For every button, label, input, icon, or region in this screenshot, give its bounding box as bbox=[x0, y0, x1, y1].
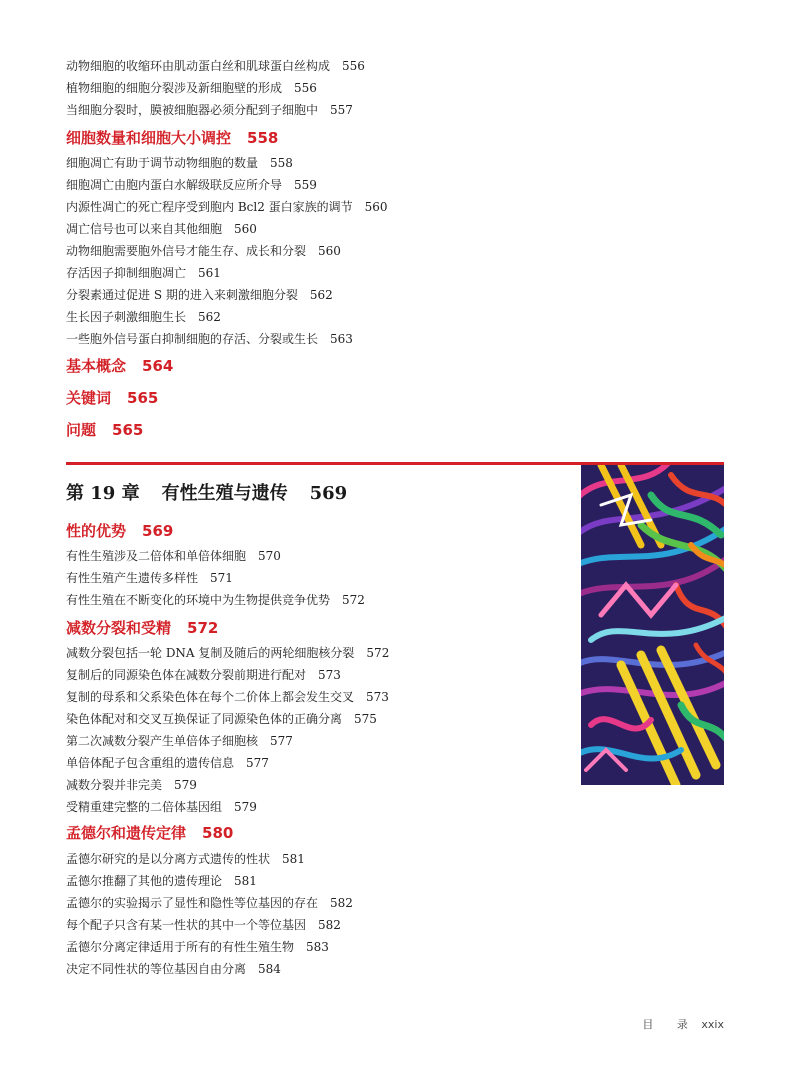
toc-entry[interactable]: 孟德尔分离定律适用于所有的有性生殖生物 583 bbox=[66, 940, 329, 954]
chapter-artwork bbox=[581, 465, 724, 785]
toc-entry[interactable]: 复制后的同源染色体在减数分裂前期进行配对 573 bbox=[66, 668, 341, 682]
section-heading-advantage[interactable]: 性的优势 569 bbox=[66, 522, 174, 540]
toc-entry[interactable]: 动物细胞的收缩环由肌动蛋白丝和肌球蛋白丝构成 556 bbox=[66, 59, 365, 73]
section-heading-key-terms[interactable]: 关键词 565 bbox=[66, 389, 159, 407]
toc-entry[interactable]: 第二次减数分裂产生单倍体子细胞核 577 bbox=[66, 734, 293, 748]
toc-entry[interactable]: 植物细胞的细胞分裂涉及新细胞壁的形成 556 bbox=[66, 81, 317, 95]
toc-entry[interactable]: 孟德尔推翻了其他的遗传理论 581 bbox=[66, 874, 257, 888]
toc-entry[interactable]: 内源性凋亡的死亡程序受到胞内 Bcl2 蛋白家族的调节 560 bbox=[66, 200, 388, 214]
toc-entry[interactable]: 受精重建完整的二倍体基因组 579 bbox=[66, 800, 257, 814]
section-heading-questions[interactable]: 问题 565 bbox=[66, 421, 144, 439]
toc-entry[interactable]: 孟德尔的实验揭示了显性和隐性等位基因的存在 582 bbox=[66, 896, 353, 910]
page-footer bbox=[642, 1016, 724, 1032]
toc-entry[interactable]: 动物细胞需要胞外信号才能生存、成长和分裂 560 bbox=[66, 244, 341, 258]
section-heading-meiosis[interactable]: 减数分裂和受精 572 bbox=[66, 619, 219, 637]
toc-entry[interactable]: 细胞凋亡由胞内蛋白水解级联反应所介导 559 bbox=[66, 178, 317, 192]
toc-entry[interactable]: 分裂素通过促进 S 期的进入来刺激细胞分裂 562 bbox=[66, 288, 333, 302]
toc-entry[interactable]: 一些胞外信号蛋白抑制细胞的存活、分裂或生长 563 bbox=[66, 332, 353, 346]
toc-entry[interactable]: 决定不同性状的等位基因自由分离 584 bbox=[66, 962, 281, 976]
toc-entry[interactable]: 减数分裂包括一轮 DNA 复制及随后的两轮细胞核分裂 572 bbox=[66, 646, 390, 660]
toc-entry[interactable]: 染色体配对和交叉互换保证了同源染色体的正确分离 575 bbox=[66, 712, 377, 726]
toc-entry[interactable]: 生长因子刺激细胞生长 562 bbox=[66, 310, 221, 324]
toc-entry[interactable]: 孟德尔研究的是以分离方式遗传的性状 581 bbox=[66, 852, 305, 866]
section-heading-control[interactable]: 细胞数量和细胞大小调控 558 bbox=[66, 129, 279, 147]
toc-entry[interactable]: 单倍体配子包含重组的遗传信息 577 bbox=[66, 756, 269, 770]
chapter-heading[interactable]: 第 19 章 有性生殖与遗传 569 bbox=[66, 483, 348, 504]
footer-page-number: xxix bbox=[701, 1018, 724, 1031]
section-heading-key-concepts[interactable]: 基本概念 564 bbox=[66, 357, 174, 375]
toc-entry[interactable]: 当细胞分裂时，膜被细胞器必须分配到子细胞中 557 bbox=[66, 103, 353, 117]
toc-entry[interactable]: 凋亡信号也可以来自其他细胞 560 bbox=[66, 222, 257, 236]
section-heading-mendel[interactable]: 孟德尔和遗传定律 580 bbox=[66, 824, 234, 842]
toc-entry[interactable]: 每个配子只含有某一性状的其中一个等位基因 582 bbox=[66, 918, 341, 932]
toc-entry[interactable]: 细胞凋亡有助于调节动物细胞的数量 558 bbox=[66, 156, 293, 170]
toc-entry[interactable]: 有性生殖涉及二倍体和单倍体细胞 570 bbox=[66, 549, 281, 563]
footer-label: 目 录 bbox=[642, 1018, 698, 1031]
toc-entry[interactable]: 存活因子抑制细胞凋亡 561 bbox=[66, 266, 221, 280]
toc-entry[interactable]: 复制的母系和父系染色体在每个二价体上都会发生交叉 573 bbox=[66, 690, 389, 704]
toc-entry[interactable]: 有性生殖在不断变化的环境中为生物提供竞争优势 572 bbox=[66, 593, 365, 607]
toc-entry[interactable]: 有性生殖产生遗传多样性 571 bbox=[66, 571, 233, 585]
toc-entry[interactable]: 减数分裂并非完美 579 bbox=[66, 778, 197, 792]
